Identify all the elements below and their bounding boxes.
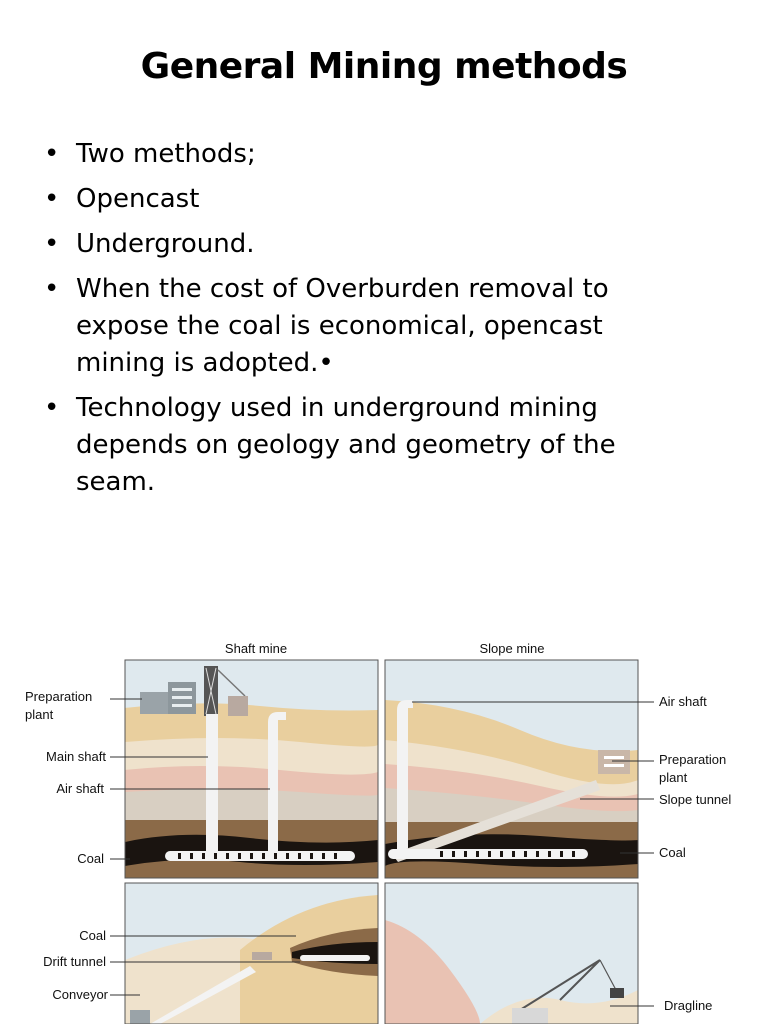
shaft-mine-title: Shaft mine	[224, 641, 288, 656]
label-air-shaft: Air shaft	[659, 694, 707, 709]
bullet-item: • When the cost of Overburden removal to expose the coal is economical, opencast mining is adopted.•	[44, 271, 684, 382]
label-coal: Coal	[79, 928, 106, 943]
slope-mine-panel	[385, 660, 638, 878]
label-drift-tunnel: Drift tunnel	[43, 954, 106, 969]
bullet-item: • Opencast	[44, 181, 684, 218]
label-preparation-plant: Preparation	[25, 689, 93, 704]
strip-mine-panel	[385, 883, 638, 1024]
label-main-shaft: Main shaft	[46, 749, 106, 764]
label-dragline: Dragline	[664, 998, 713, 1013]
main-shaft	[206, 714, 218, 854]
label-conveyor: Conveyor	[52, 987, 108, 1002]
label-air-shaft: Air shaft	[56, 781, 104, 796]
slide-title: General Mining methods	[140, 46, 628, 87]
bullet-item: • Technology used in underground mining depends on geology and geometry of the seam.	[44, 390, 684, 501]
bullet-item: • Two methods;	[44, 136, 684, 173]
drift-mine-panel	[125, 883, 378, 1024]
label-preparation-plant: plant	[659, 770, 688, 785]
shaft-mine-panel	[125, 660, 378, 878]
bullet-item: • Underground.	[44, 226, 684, 263]
label-preparation-plant: Preparation	[659, 752, 727, 767]
label-coal: Coal	[77, 851, 104, 866]
label-coal: Coal	[659, 845, 686, 860]
label-preparation-plant: plant	[25, 707, 54, 722]
bullet-list	[44, 136, 684, 509]
label-slope-tunnel: Slope tunnel	[659, 792, 732, 807]
slope-mine-title: Slope mine	[479, 641, 545, 656]
mining-methods-diagram	[0, 630, 768, 1024]
